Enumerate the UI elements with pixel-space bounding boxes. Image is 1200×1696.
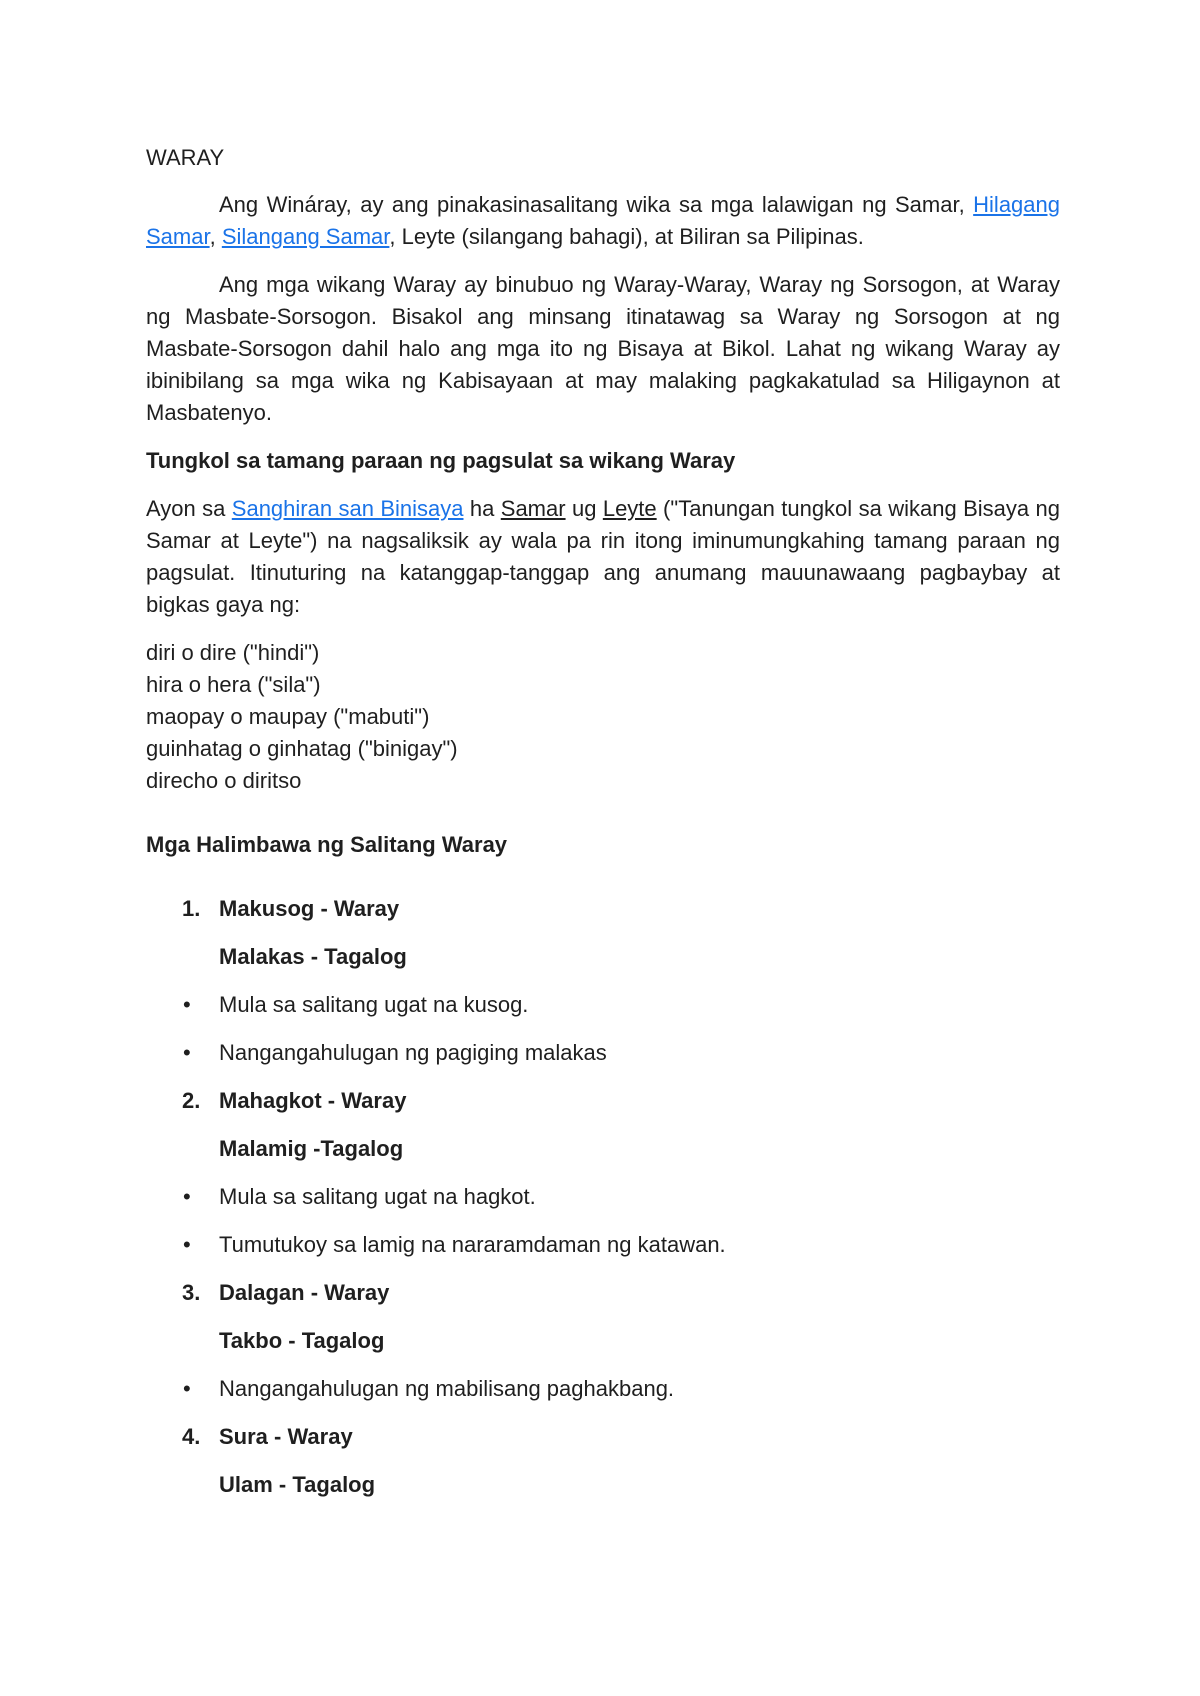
example-item <box>146 893 1060 925</box>
intro-paragraph-2: Ang mga wikang Waray ay binubuo ng Waray-Waray, Waray ng Sorsogon, at Waray ng Masbate-Sorsogon. Bisakol ang minsang itinatawag sa Waray ng Sorsogon at ng Masbate-Sorsogon dahil halo ang mga ito ng Bisaya at Bikol. Lahat ng wikang Waray ay ibinibilang sa mga wika ng Kabisayaan at may malaking pagkakatulad sa Hiligaynon at Masbatenyo. <box>146 272 1060 425</box>
writing-text-ha: ha <box>463 496 501 521</box>
writing-text: Ayon sa <box>146 496 232 521</box>
leyte-underlined: Leyte <box>602 496 657 521</box>
spelling-example: guinhatag o ginhatag ("binigay") <box>146 736 458 761</box>
spelling-examples-list <box>146 637 1060 797</box>
tagalog-word: Takbo - Tagalog <box>219 1328 385 1353</box>
bullet-icon: • <box>183 1232 191 1257</box>
document-title: WARAY <box>146 145 225 170</box>
spelling-example: direcho o diritso <box>146 768 302 793</box>
note-text: Mula sa salitang ugat na hagkot. <box>219 1184 536 1209</box>
section-heading-writing: Tungkol sa tamang paraan ng pagsulat sa wikang Waray <box>146 448 736 473</box>
note-text: Tumutukoy sa lamig na nararamdaman ng katawan. <box>219 1232 726 1257</box>
bullet-note <box>146 1181 1060 1213</box>
waray-word: Dalagan - Waray <box>219 1280 390 1305</box>
item-number: 4. <box>182 1424 201 1449</box>
link-silangang-samar[interactable]: Silangang Samar <box>221 224 390 249</box>
waray-word: Makusog - Waray <box>219 896 400 921</box>
item-number: 1. <box>182 896 201 921</box>
spelling-example: hira o hera ("sila") <box>146 672 321 697</box>
bullet-note <box>146 1373 1060 1405</box>
bullet-icon: • <box>183 1376 191 1401</box>
bullet-note <box>146 1037 1060 1069</box>
intro-separator: , <box>209 224 222 249</box>
samar-underlined: Samar <box>500 496 566 521</box>
intro-text-end: , Leyte (silangang bahagi), at Biliran sa Pilipinas. <box>389 224 864 249</box>
bullet-icon: • <box>183 992 191 1017</box>
spelling-example: diri o dire ("hindi") <box>146 640 320 665</box>
waray-word: Sura - Waray <box>219 1424 353 1449</box>
bullet-icon: • <box>183 1040 191 1065</box>
writing-text-ug: ug <box>565 496 603 521</box>
link-hilagang-samar[interactable]: Hilagang Samar <box>146 192 1060 249</box>
example-item <box>146 1085 1060 1117</box>
example-item <box>146 1277 1060 1309</box>
tagalog-word: Ulam - Tagalog <box>219 1472 376 1497</box>
note-text: Nangangahulugan ng mabilisang paghakbang. <box>219 1376 675 1401</box>
tagalog-word: Malakas - Tagalog <box>219 944 407 969</box>
note-text: Nangangahulugan ng pagiging malakas <box>219 1040 607 1065</box>
section-heading-examples: Mga Halimbawa ng Salitang Waray <box>146 832 508 857</box>
document-content <box>146 142 1060 1501</box>
item-number: 3. <box>182 1280 201 1305</box>
intro-paragraph-1 <box>146 189 1060 253</box>
writing-paragraph <box>146 493 1060 621</box>
example-item <box>146 1421 1060 1453</box>
bullet-icon: • <box>183 1184 191 1209</box>
link-sanghiran-san-binisaya[interactable]: Sanghiran san Binisaya <box>231 496 464 521</box>
intro-text: Ang Wináray, ay ang pinakasinasalitang wika sa mga lalawigan ng Samar, <box>219 192 974 217</box>
bullet-note <box>146 989 1060 1021</box>
waray-word: Mahagkot - Waray <box>219 1088 407 1113</box>
note-text: Mula sa salitang ugat na kusog. <box>219 992 529 1017</box>
bullet-note <box>146 1229 1060 1261</box>
tagalog-word: Malamig -Tagalog <box>219 1136 404 1161</box>
writing-text-rest: ("Tanungan tungkol sa wikang Bisaya ng Samar at Leyte") na nagsaliksik ay wala pa rin itong iminumungkahing tamang paraan ng pagsulat. Itinuturing na katanggap-tanggap ang anumang mauunawaang pagbaybay at bigkas gaya ng: <box>146 496 1060 617</box>
item-number: 2. <box>182 1088 201 1113</box>
spelling-example: maopay o maupay ("mabuti") <box>146 704 430 729</box>
